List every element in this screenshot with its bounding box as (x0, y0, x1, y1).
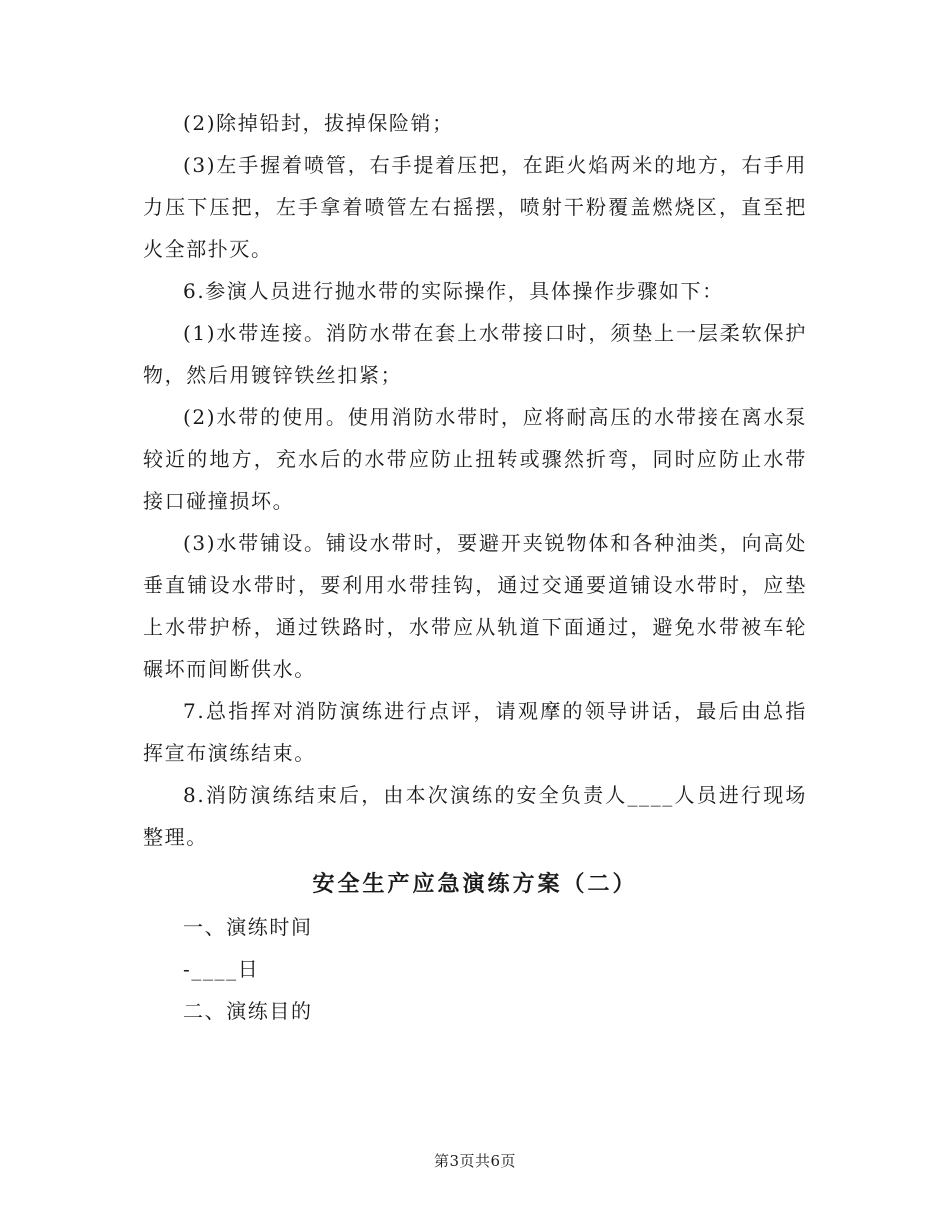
paragraph-hose-usage: (2)水带的使用。使用消防水带时，应将耐高压的水带接在离水泵较近的地方，充水后的水带应防止扭转或骤然折弯，同时应防止水带接口碰撞损坏。 (143, 405, 807, 513)
heading-drill-time: 一、演练时间 (183, 915, 313, 939)
paragraph-item-7: 7.总指挥对消防演练进行点评，请观摩的领导讲话，最后由总指挥宣布演练结束。 (143, 699, 807, 765)
paragraph-hose-connection: (1)水带连接。消防水带在套上水带接口时，须垫上一层柔软保护物，然后用镀锌铁丝扣紧； (143, 321, 807, 387)
drill-date-blank: -____日 (183, 957, 260, 981)
section-title: 安全生产应急演练方案（二） (312, 871, 638, 897)
heading-drill-purpose: 二、演练目的 (183, 999, 313, 1023)
paragraph-step-2: (2)除掉铅封，拔掉保险销； (183, 111, 454, 135)
paragraph-item-8: 8.消防演练结束后，由本次演练的安全负责人____人员进行现场整理。 (143, 783, 807, 849)
paragraph-hose-laying: (3)水带铺设。铺设水带时，要避开夹锐物体和各种油类，向高处垂直铺设水带时，要利用水带挂钩，通过交通要道铺设水带时，应垫上水带护桥，通过铁路时，水带应从轨道下面通过，避免水带被车轮碾坏而间断供水。 (143, 531, 807, 681)
paragraph-step-3: (3)左手握着喷管，右手提着压把，在距火焰两米的地方，右手用力压下压把，左手拿着喷管左右摇摆，喷射干粉覆盖燃烧区，直至把火全部扑灭。 (143, 153, 807, 261)
document-body (143, 102, 807, 1032)
paragraph-item-6: 6.参演人员进行抛水带的实际操作，具体操作步骤如下： (183, 279, 724, 303)
page-number-footer: 第3页共6页 (433, 1152, 517, 1170)
